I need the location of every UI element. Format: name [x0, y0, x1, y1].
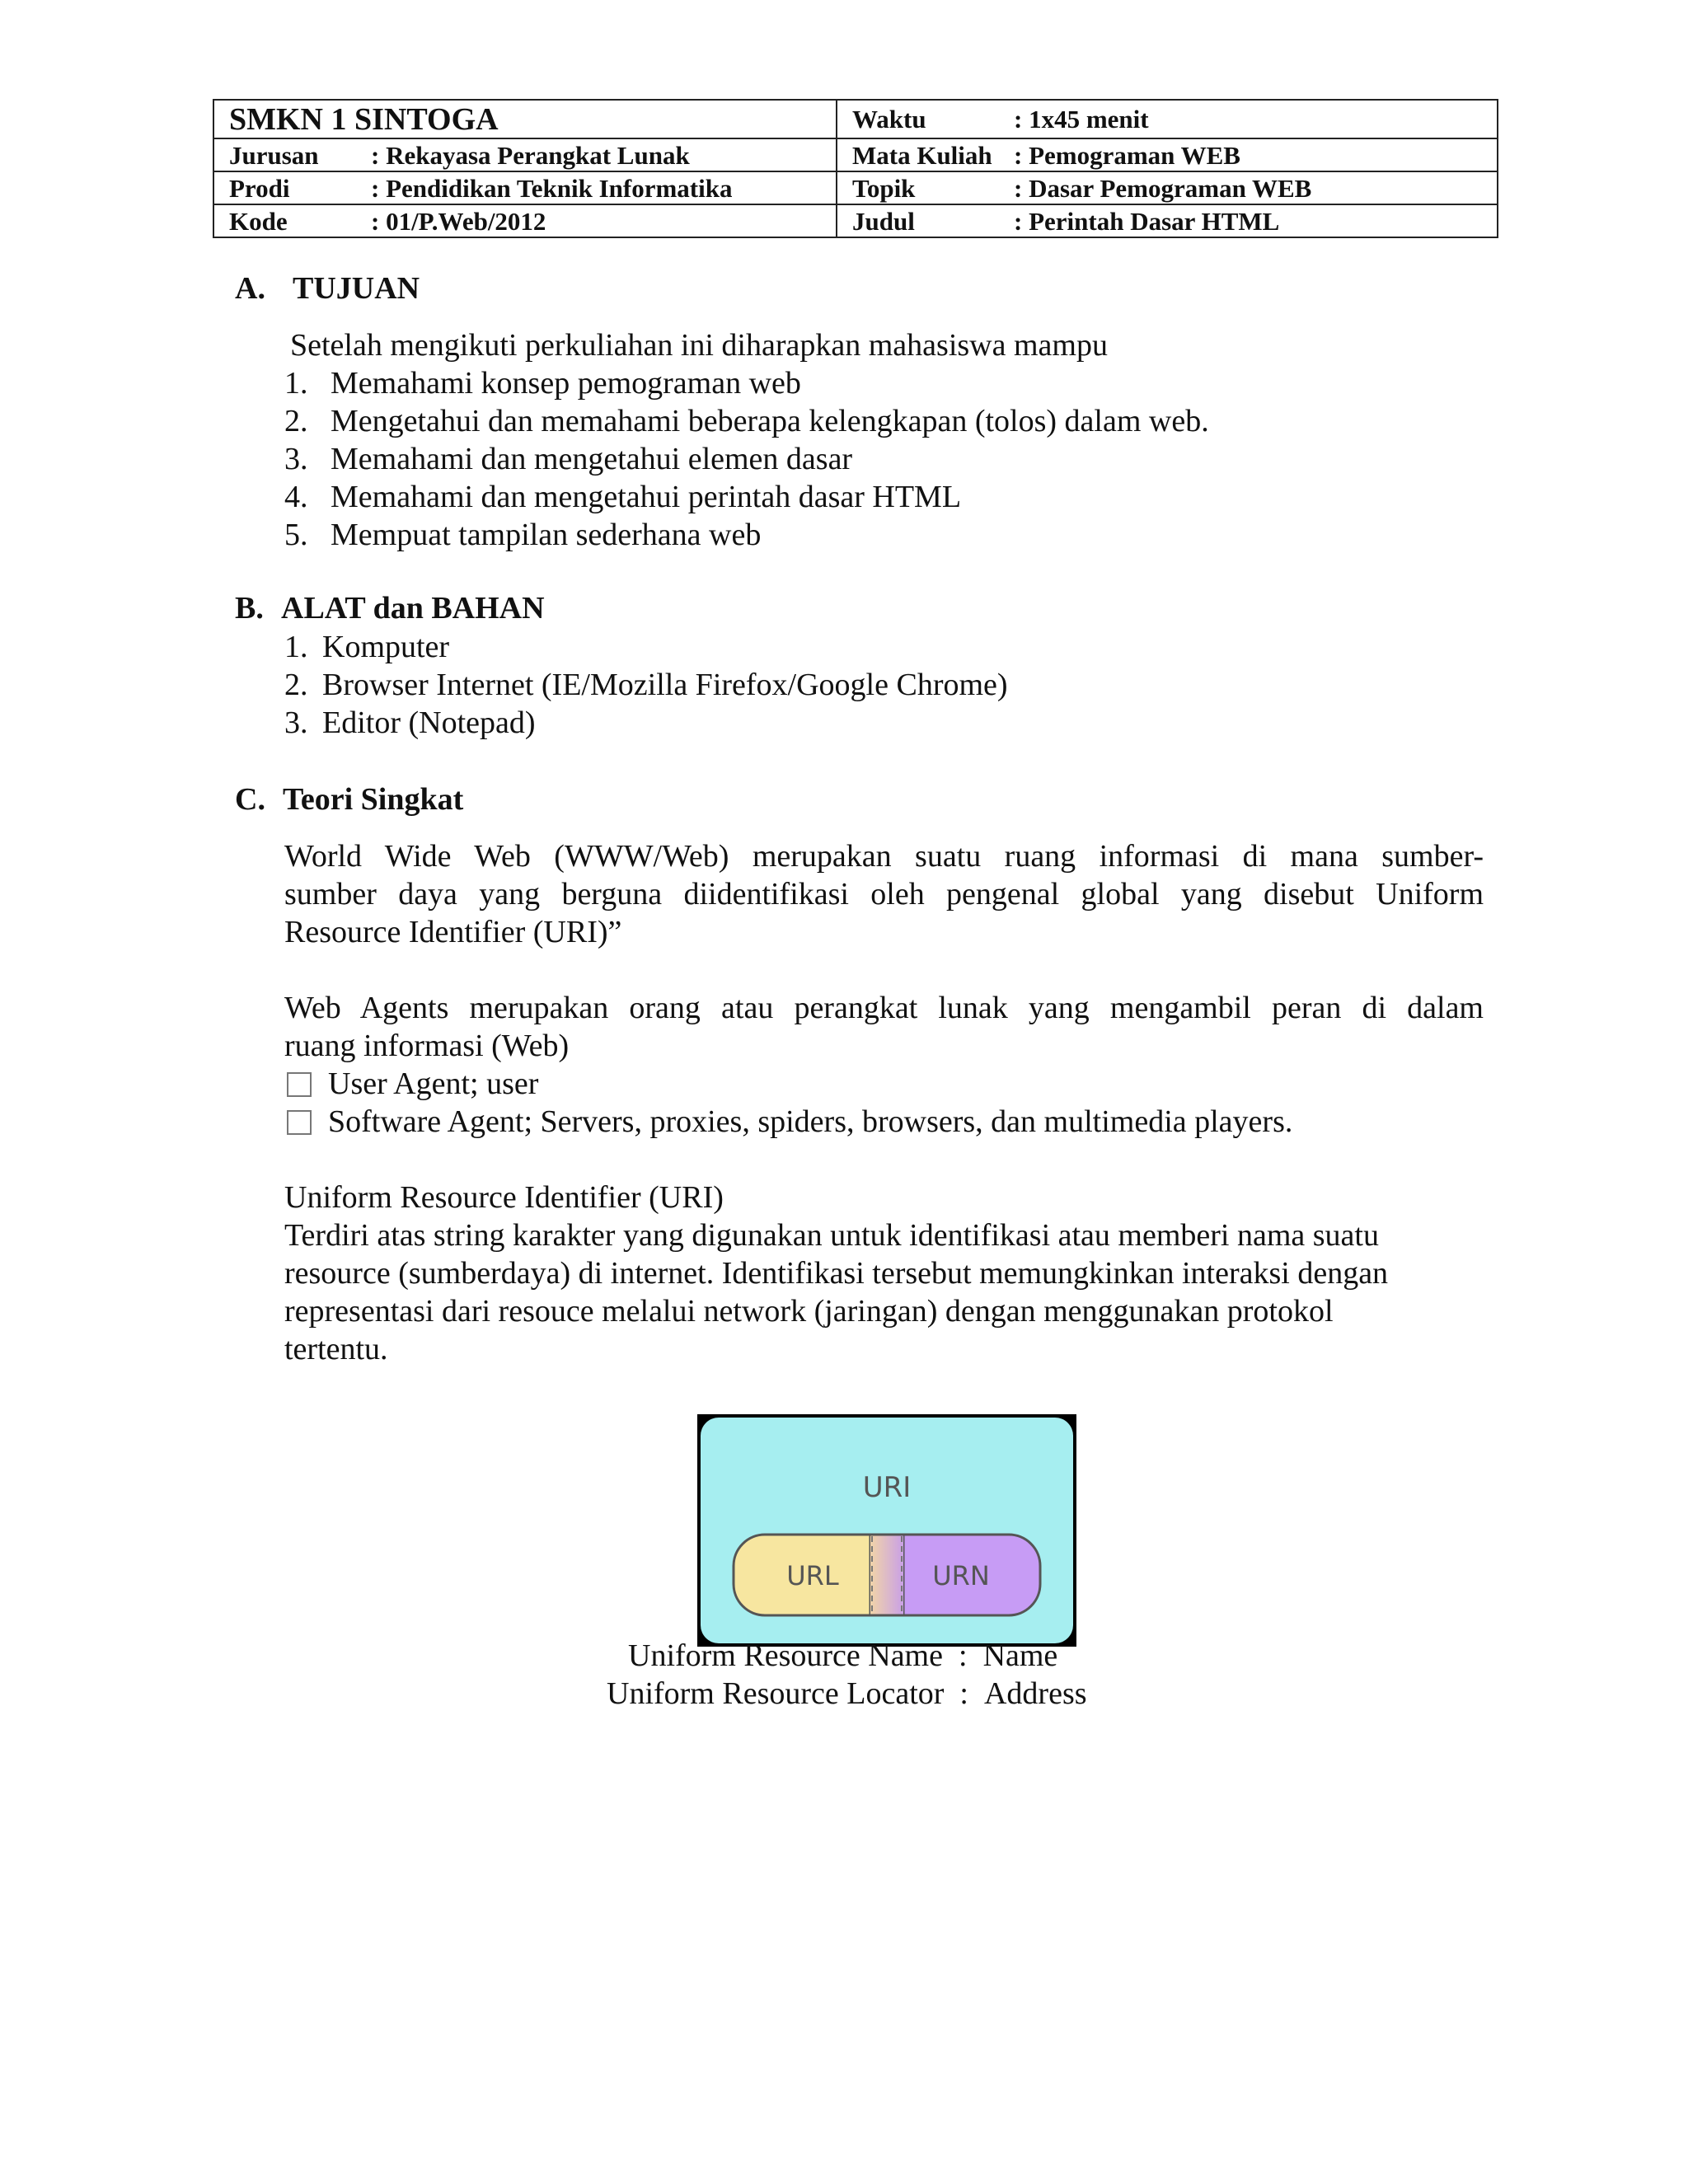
kode-cell: [213, 204, 837, 237]
list-item: 1. Komputer: [284, 630, 450, 664]
urn-label: URN: [932, 1560, 990, 1591]
topik-value: : Dasar Pemograman WEB: [1014, 173, 1312, 203]
agent-bullets: [287, 1065, 1292, 1141]
section-a-heading: [235, 270, 420, 307]
section-a-title: TUJUAN: [293, 271, 420, 306]
section-c-title: Teori Singkat: [283, 782, 464, 817]
school-cell: [213, 100, 837, 138]
section-b-heading: [235, 590, 545, 626]
prodi-cell: [213, 171, 837, 204]
list-item: User Agent; user: [287, 1065, 1292, 1103]
uri-diagram-svg: [697, 1414, 1076, 1647]
list-item: Software Agent; Servers, proxies, spiders, browsers, dan multimedia players.: [287, 1103, 1292, 1141]
uri-heading: Uniform Resource Identifier (URI): [284, 1180, 724, 1215]
section-c-heading: [235, 781, 463, 818]
matakuliah-cell: [837, 138, 1498, 171]
prodi-value: : Pendidikan Teknik Informatika: [371, 173, 733, 203]
kode-value: : 01/P.Web/2012: [371, 206, 546, 236]
section-a-letter: A.: [235, 271, 265, 306]
judul-label: Judul: [852, 206, 915, 236]
list-item: 1. Memahami konsep pemograman web: [284, 366, 801, 401]
bullet-box-icon: [287, 1110, 312, 1135]
waktu-label: Waktu: [852, 105, 926, 134]
prodi-label: Prodi: [229, 173, 290, 203]
matakuliah-value: : Pemograman WEB: [1014, 140, 1240, 170]
paragraph-uri: Terdiri atas string karakter yang digunakan untuk identifikasi atau memberi nama suatu resource (sumberdaya) di internet. Identifikasi tersebut memungkinkan interaksi dengan representasi dari resouce melalui network (jaringan) dengan menggunakan protokol tertentu.: [284, 1218, 1389, 1366]
waktu-value: : 1x45 menit: [1014, 105, 1149, 134]
kode-label: Kode: [229, 206, 288, 236]
matakuliah-label: Mata Kuliah: [852, 140, 992, 170]
waktu-cell: [837, 100, 1498, 138]
topik-cell: [837, 171, 1498, 204]
caption-locator: Uniform Resource Locator : Address: [607, 1676, 1087, 1711]
list-item: 2. Mengetahui dan memahami beberapa kelengkapan (tolos) dalam web.: [284, 404, 1209, 438]
jurusan-label: Jurusan: [229, 140, 319, 170]
jurusan-cell: [213, 138, 837, 171]
section-c-letter: C.: [235, 782, 265, 817]
judul-cell: [837, 204, 1498, 237]
jurusan-value: : Rekayasa Perangkat Lunak: [371, 140, 690, 170]
uri-label: URI: [862, 1471, 912, 1504]
list-item: 3. Memahami dan mengetahui elemen dasar: [284, 442, 853, 476]
section-a-list: [284, 364, 1209, 554]
section-a-intro: Setelah mengikuti perkuliahan ini diharapkan mahasiswa mampu: [290, 328, 1108, 363]
topik-label: Topik: [852, 173, 916, 203]
paragraph-web-agents: Web Agents merupakan orang atau perangkat lunak yang mengambil peran di dalam ruang informasi (Web): [284, 991, 1484, 1063]
judul-value: : Perintah Dasar HTML: [1014, 206, 1280, 236]
bullet-box-icon: [287, 1072, 312, 1097]
paragraph-www: World Wide Web (WWW/Web) merupakan suatu ruang informasi di mana sumber- sumber daya yang berguna diidentifikasi oleh pengenal global yang disebut Uniform Resource Identifier (URI)”: [284, 839, 1484, 949]
overlap-region: [870, 1535, 903, 1615]
url-label: URL: [786, 1560, 839, 1591]
caption-name: Uniform Resource Name : Name: [628, 1638, 1058, 1673]
list-item: 4. Memahami dan mengetahui perintah dasar HTML: [284, 480, 962, 514]
list-item: 5. Mempuat tampilan sederhana web: [284, 518, 762, 552]
header-table: [213, 99, 1498, 238]
section-b-letter: B.: [235, 591, 264, 626]
list-item: 3. Editor (Notepad): [284, 705, 536, 740]
school-name: SMKN 1 SINTOGA: [229, 101, 499, 137]
list-item: 2. Browser Internet (IE/Mozilla Firefox/Google Chrome): [284, 668, 1008, 702]
section-b-title: ALAT dan BAHAN: [281, 591, 545, 626]
uri-diagram: [697, 1414, 1076, 1647]
section-b-list: [284, 628, 1008, 742]
